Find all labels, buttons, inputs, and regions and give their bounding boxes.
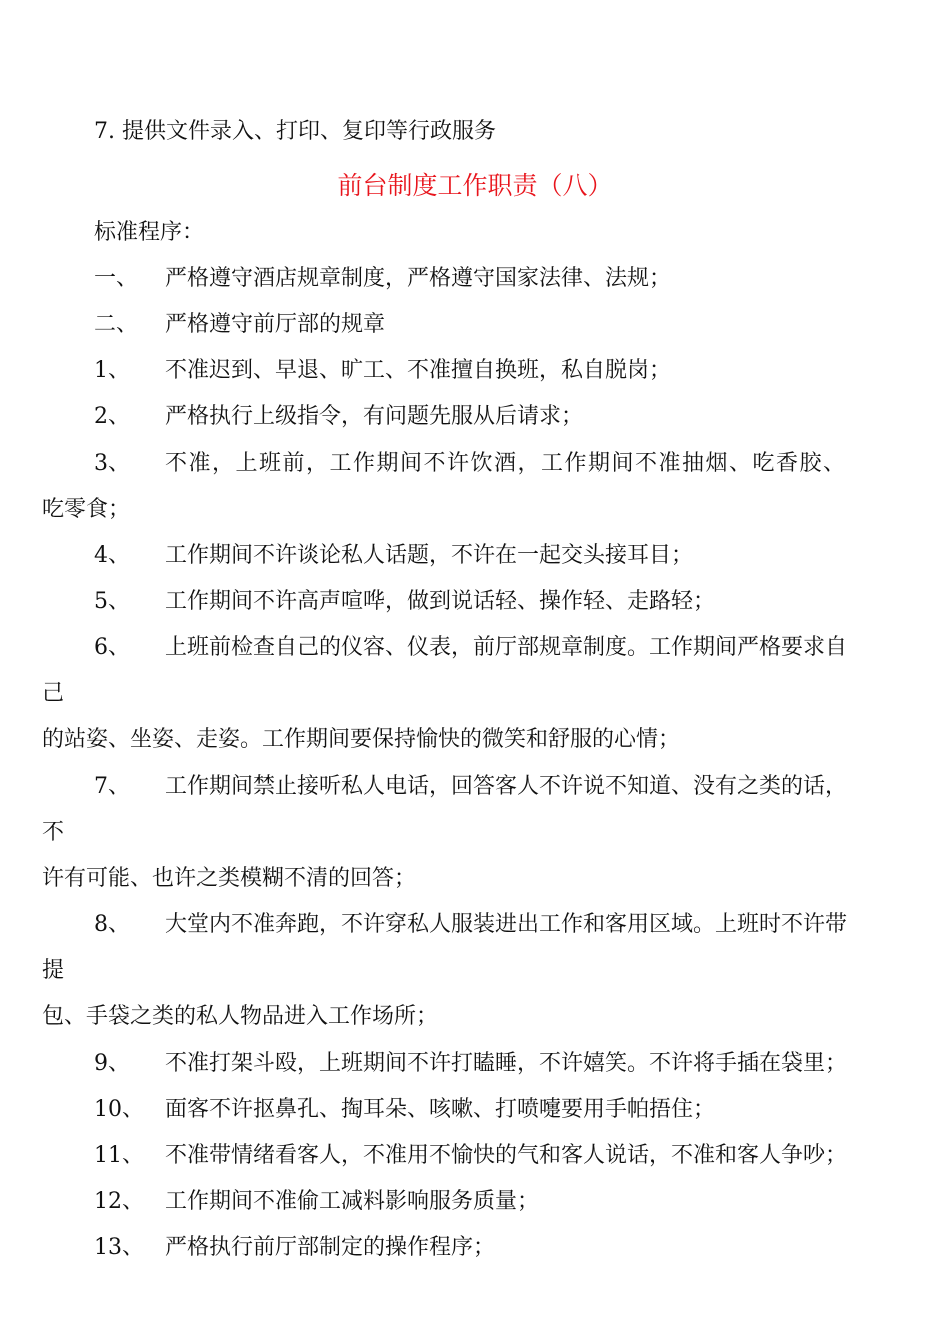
item-text: 面客不许抠鼻孔、掏耳朵、咳嗽、打喷嚏要用手帕捂住； (165, 1097, 716, 1122)
item-text-continuation: 己 (42, 681, 65, 706)
item-text-continuation: 提 (42, 958, 65, 983)
item-text: 不准打架斗殴，上班期间不许打瞌睡，不许嬉笑。不许将手插在袋里； (165, 1051, 848, 1076)
item-number: 6、 (94, 635, 130, 660)
item-text: 不准迟到、早退、旷工、不准擅自换班，私自脱岗； (165, 358, 672, 383)
item-text: 工作期间不许高声喧哗，做到说话轻、操作轻、走路轻； (165, 589, 716, 614)
section-title: 前台制度工作职责（八） (337, 171, 613, 200)
item-number: 5、 (94, 589, 130, 614)
item-text: 不准，上班前，工作期间不许饮酒，工作期间不准抽烟、吃香胶、 (165, 451, 847, 476)
item-text: 严格执行上级指令，有问题先服从后请求； (165, 404, 584, 429)
item-text-continuation: 许有可能、也许之类模糊不清的回答； (42, 866, 417, 891)
item-number: 9、 (94, 1051, 130, 1076)
standard-heading: 标准程序： (94, 220, 205, 245)
item-text-continuation: 不 (42, 820, 65, 845)
item-number: 13、 (94, 1235, 144, 1260)
item-text-continuation: 的站姿、坐姿、走姿。工作期间要保持愉快的微笑和舒服的心情； (42, 727, 681, 752)
item-text: 上班前检查自己的仪容、仪表，前厅部规章制度。工作期间严格要求自 (165, 635, 848, 660)
item-number: 4、 (94, 543, 130, 568)
item-text: 严格遵守前厅部的规章 (165, 312, 386, 337)
item-text-continuation: 包、手袋之类的私人物品进入工作场所； (42, 1004, 439, 1029)
item-text: 工作期间禁止接听私人电话，回答客人不许说不知道、没有之类的话， (165, 774, 848, 799)
item-number: 一、 (94, 266, 139, 291)
item-number: 12、 (94, 1189, 144, 1214)
item-text: 严格执行前厅部制定的操作程序； (165, 1235, 496, 1260)
item-text: 严格遵守酒店规章制度，严格遵守国家法律、法规； (165, 266, 672, 291)
item-text: 工作期间不许谈论私人话题，不许在一起交头接耳目； (165, 543, 694, 568)
intro-item: 7. 提供文件录入、打印、复印等行政服务 (94, 119, 496, 144)
item-text: 工作期间不准偷工减料影响服务质量； (165, 1189, 540, 1214)
item-number: 2、 (94, 404, 130, 429)
item-number: 11、 (94, 1143, 144, 1168)
item-number: 10、 (94, 1097, 144, 1122)
item-text: 不准带情绪看客人，不准用不愉快的气和客人说话，不准和客人争吵； (165, 1143, 848, 1168)
item-number: 8、 (94, 912, 130, 937)
item-text: 大堂内不准奔跑，不许穿私人服装进出工作和客用区域。上班时不许带 (165, 912, 848, 937)
item-number: 7、 (94, 774, 130, 799)
item-number: 3、 (94, 451, 130, 476)
item-number: 二、 (94, 312, 139, 337)
item-text-continuation: 吃零食； (42, 497, 131, 522)
item-number: 1、 (94, 358, 130, 383)
